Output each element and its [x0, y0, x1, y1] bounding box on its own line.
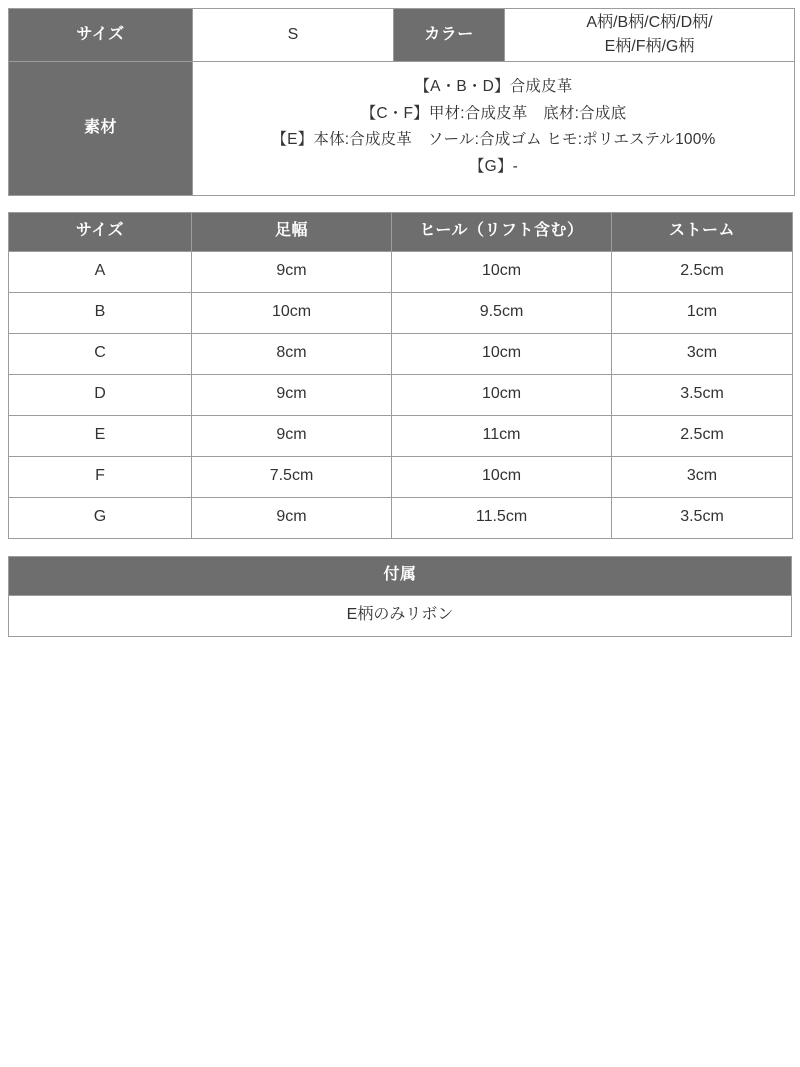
- cell-size: D: [9, 374, 192, 415]
- cell-heel: 10cm: [392, 456, 612, 497]
- cell-size: A: [9, 251, 192, 292]
- table-row: [9, 595, 792, 636]
- cell-storm: 2.5cm: [612, 251, 793, 292]
- cell-storm: 3.5cm: [612, 374, 793, 415]
- material-header-cell: 素材: [9, 62, 193, 196]
- column-header-accessory: 付属: [9, 556, 792, 595]
- material-line-1: 【A・B・D】合成皮革: [414, 78, 573, 95]
- cell-width: 9cm: [192, 415, 392, 456]
- material-line-2: 【C・F】甲材:合成皮革 底材:合成底: [360, 104, 627, 122]
- cell-width: 9cm: [192, 374, 392, 415]
- cell-width: 10cm: [192, 292, 392, 333]
- material-line-4: 【G】-: [468, 157, 519, 175]
- size-header-cell: サイズ: [9, 9, 193, 62]
- column-header-heel: ヒール（リフト含む）: [392, 212, 612, 251]
- cell-storm: 3cm: [612, 456, 793, 497]
- cell-heel: 11cm: [392, 415, 612, 456]
- color-value-cell: [505, 9, 795, 62]
- cell-width: 9cm: [192, 251, 392, 292]
- table-row: [9, 497, 793, 538]
- column-header-storm: ストーム: [612, 212, 793, 251]
- cell-size: C: [9, 333, 192, 374]
- column-header-width: 足幅: [192, 212, 392, 251]
- table-row: [9, 62, 795, 196]
- cell-storm: 3cm: [612, 333, 793, 374]
- cell-heel: 10cm: [392, 374, 612, 415]
- color-value-line-1: A柄/B柄/C柄/D柄/: [586, 14, 713, 31]
- table-row: [9, 456, 793, 497]
- cell-storm: 2.5cm: [612, 415, 793, 456]
- cell-width: 9cm: [192, 497, 392, 538]
- cell-storm: 1cm: [612, 292, 793, 333]
- cell-heel: 11.5cm: [392, 497, 612, 538]
- table-row: [9, 9, 795, 62]
- cell-size: G: [9, 497, 192, 538]
- material-line-3: 【E】本体:合成皮革 ソール:合成ゴム ヒモ:ポリエステル100%: [271, 131, 716, 149]
- table-row: [9, 251, 793, 292]
- table-header-row: [9, 556, 792, 595]
- table-row: [9, 292, 793, 333]
- accessory-table: [8, 556, 792, 637]
- cell-width: 8cm: [192, 333, 392, 374]
- table-row: [9, 333, 793, 374]
- table-header-row: [9, 212, 793, 251]
- table-row: [9, 415, 793, 456]
- cell-heel: 9.5cm: [392, 292, 612, 333]
- color-value-line-2: E柄/F柄/G柄: [604, 38, 695, 55]
- cell-width: 7.5cm: [192, 456, 392, 497]
- cell-heel: 10cm: [392, 333, 612, 374]
- material-value-cell: [193, 62, 795, 196]
- size-value-cell: S: [193, 9, 394, 62]
- color-header-cell: カラー: [394, 9, 505, 62]
- cell-size: E: [9, 415, 192, 456]
- cell-heel: 10cm: [392, 251, 612, 292]
- table-row: [9, 374, 793, 415]
- cell-storm: 3.5cm: [612, 497, 793, 538]
- size-measurement-table: [8, 212, 793, 539]
- cell-size: F: [9, 456, 192, 497]
- column-header-size: サイズ: [9, 212, 192, 251]
- cell-accessory-value: E柄のみリボン: [9, 595, 792, 636]
- cell-size: B: [9, 292, 192, 333]
- spec-table: [8, 8, 795, 196]
